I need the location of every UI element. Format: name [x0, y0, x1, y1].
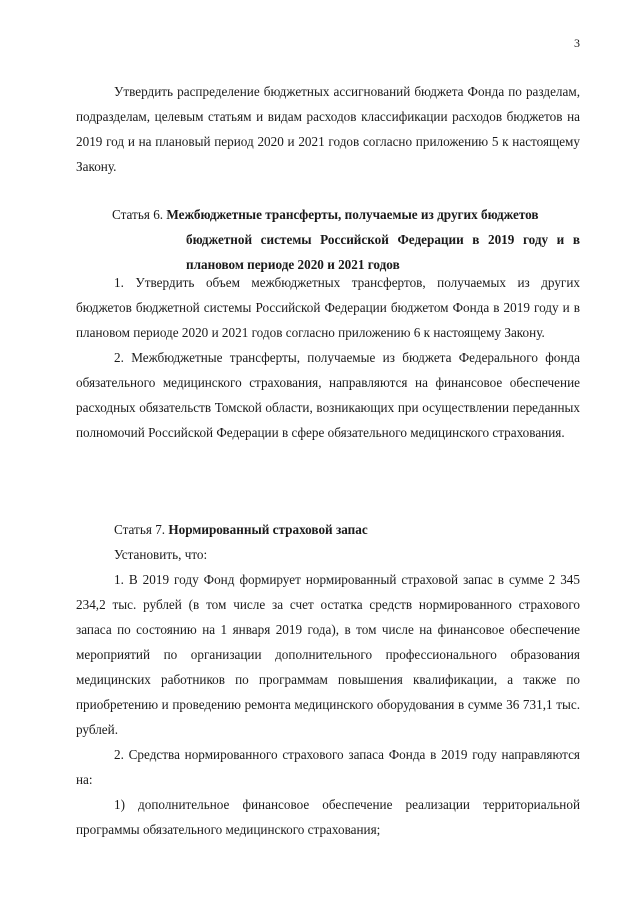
- page-number: 3: [574, 36, 580, 50]
- article-7-title: Нормированный страховой запас: [168, 522, 368, 537]
- article-6-title-line1: Межбюджетные трансферты, получаемые из других бюджетов: [166, 207, 539, 222]
- article-6-paragraph-1: 1. Утвердить объем межбюджетных трансфертов, получаемых из других бюджетов бюджетной системы Российской Федерации бюджетом Фонда в 2019 году и в плановом периоде 2020 и 2021 годов согласно приложению 6 к настоящему Закону.: [76, 275, 580, 340]
- article-7-paragraph-1: 1. В 2019 году Фонд формирует нормированный страховой запас в сумме 2 345 234,2 тыс. рублей (в том числе за счет остатка средств нормированного страхового запаса по состоянию на 1 января 2019 года), в том числе на финансовое обеспечение мероприятий по организации дополнительного профессионального образования медицинских работников по программам повышения квалификации, а также по приобретению и проведению ремонта медицинского оборудования в сумме 36 731,1 тыс. рублей.: [76, 572, 580, 737]
- article-6-body: [76, 270, 580, 445]
- article-6-label: Статья 6.: [112, 207, 164, 222]
- intro-paragraph: Утвердить распределение бюджетных ассигнований бюджета Фонда по разделам, подразделам, целевым статьям и видам расходов классификации расходов бюджетов на 2019 год и на плановый период 2020 и 2021 годов согласно приложению 5 к настоящему Закону.: [76, 84, 580, 174]
- intro-section: [76, 79, 580, 179]
- article-7-paragraph-3: 1) дополнительное финансовое обеспечение реализации территориальной программы обязательного медицинского страхования;: [76, 797, 580, 837]
- article-6-paragraph-2: 2. Межбюджетные трансферты, получаемые из бюджета Федерального фонда обязательного медицинского страхования, направляются на финансовое обеспечение расходных обязательств Томской области, возникающих при осуществлении переданных полномочий Российской Федерации в сфере обязательного медицинского страхования.: [76, 350, 580, 440]
- article-7-heading: [114, 517, 368, 542]
- article-7-label: Статья 7.: [114, 522, 166, 537]
- article-6-title-rest: бюджетной системы Российской Федерации в 2019 году и в плановом периоде 2020 и 2021 годов: [186, 232, 580, 272]
- article-7-paragraph-2: 2. Средства нормированного страхового запаса Фонда в 2019 году направляются на:: [76, 747, 580, 787]
- article-7-intro: Установить, что:: [114, 547, 208, 562]
- article-7-body: [76, 542, 580, 842]
- article-6-heading: [112, 202, 580, 277]
